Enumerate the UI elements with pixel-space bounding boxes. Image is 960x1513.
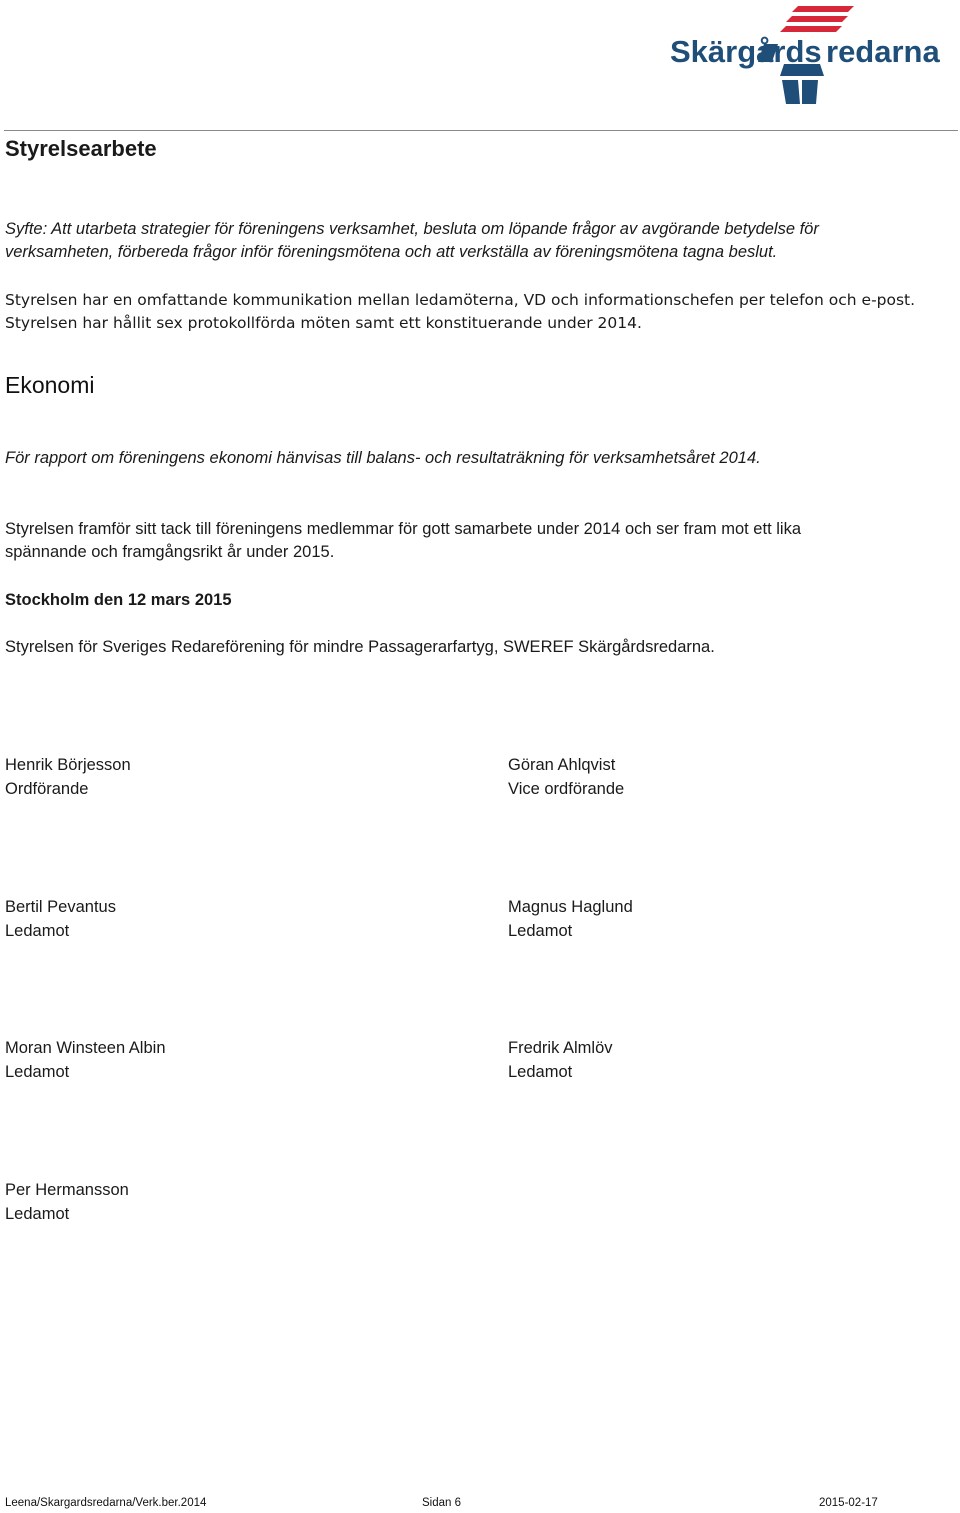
signature-block bbox=[5, 1178, 129, 1226]
signature-block bbox=[5, 895, 116, 943]
signature-block bbox=[5, 753, 131, 801]
signatory-role: Ordförande bbox=[5, 780, 89, 798]
communication-line-1: Styrelsen har en omfattande kommunikation mellan ledamöterna, VD och informationschefen per telefon och e-post. bbox=[5, 291, 916, 309]
signature-block bbox=[508, 753, 624, 801]
signatory-role: Vice ordförande bbox=[508, 780, 625, 798]
signature-block bbox=[508, 1036, 613, 1084]
board-statement: Styrelsen för Sveriges Redareförening för mindre Passagerarfartyg, SWEREF Skärgårdsredarna. bbox=[5, 638, 715, 656]
purpose-line-2: verksamheten, förbereda frågor inför föreningsmötena och att verkställa av föreningsmötena tagna beslut. bbox=[5, 243, 778, 261]
heading-ekonomi: Ekonomi bbox=[5, 372, 95, 398]
signatory-role: Ledamot bbox=[508, 922, 573, 940]
signature-block bbox=[508, 895, 633, 943]
header-divider bbox=[4, 130, 958, 131]
thanks-line-2: spännande och framgångsrikt år under 2015. bbox=[5, 543, 335, 561]
signatory-role: Ledamot bbox=[5, 1063, 70, 1081]
signatory-name: Bertil Pevantus bbox=[5, 898, 116, 916]
signatory-name: Moran Winsteen Albin bbox=[5, 1039, 166, 1057]
skargardsredarna-logo bbox=[668, 4, 958, 106]
footer-path: Leena/Skargardsredarna/Verk.ber.2014 bbox=[5, 1497, 207, 1509]
footer-date: 2015-02-17 bbox=[819, 1497, 878, 1509]
signature-block bbox=[5, 1036, 166, 1084]
signatory-name: Göran Ahlqvist bbox=[508, 756, 616, 774]
purpose-line-1: Syfte: Att utarbeta strategier för föreningens verksamhet, besluta om löpande frågor av avgörande betydelse för bbox=[5, 220, 819, 238]
signatory-role: Ledamot bbox=[5, 1205, 70, 1223]
signatory-name: Henrik Börjesson bbox=[5, 756, 131, 774]
heading-styrelsearbete: Styrelsearbete bbox=[5, 136, 157, 161]
signatory-role: Ledamot bbox=[5, 922, 70, 940]
ekonomi-text: För rapport om föreningens ekonomi hänvisas till balans- och resultaträkning för verksamhetsåret 2014. bbox=[5, 449, 761, 467]
logo-text-left: Skärgårds bbox=[670, 34, 822, 69]
communication-line-2: Styrelsen har hållit sex protokollförda möten samt ett konstituerande under 2014. bbox=[5, 314, 642, 332]
logo-text-right: redarna bbox=[826, 34, 940, 69]
place-date: Stockholm den 12 mars 2015 bbox=[5, 591, 232, 609]
signatory-role: Ledamot bbox=[508, 1063, 573, 1081]
footer-page-number: Sidan 6 bbox=[422, 1497, 462, 1509]
signatory-name: Per Hermansson bbox=[5, 1181, 129, 1199]
thanks-line-1: Styrelsen framför sitt tack till föreningens medlemmar för gott samarbete under 2014 och ser fram mot ett lika bbox=[5, 520, 801, 538]
signatory-name: Fredrik Almlöv bbox=[508, 1039, 613, 1057]
signatory-name: Magnus Haglund bbox=[508, 898, 633, 916]
